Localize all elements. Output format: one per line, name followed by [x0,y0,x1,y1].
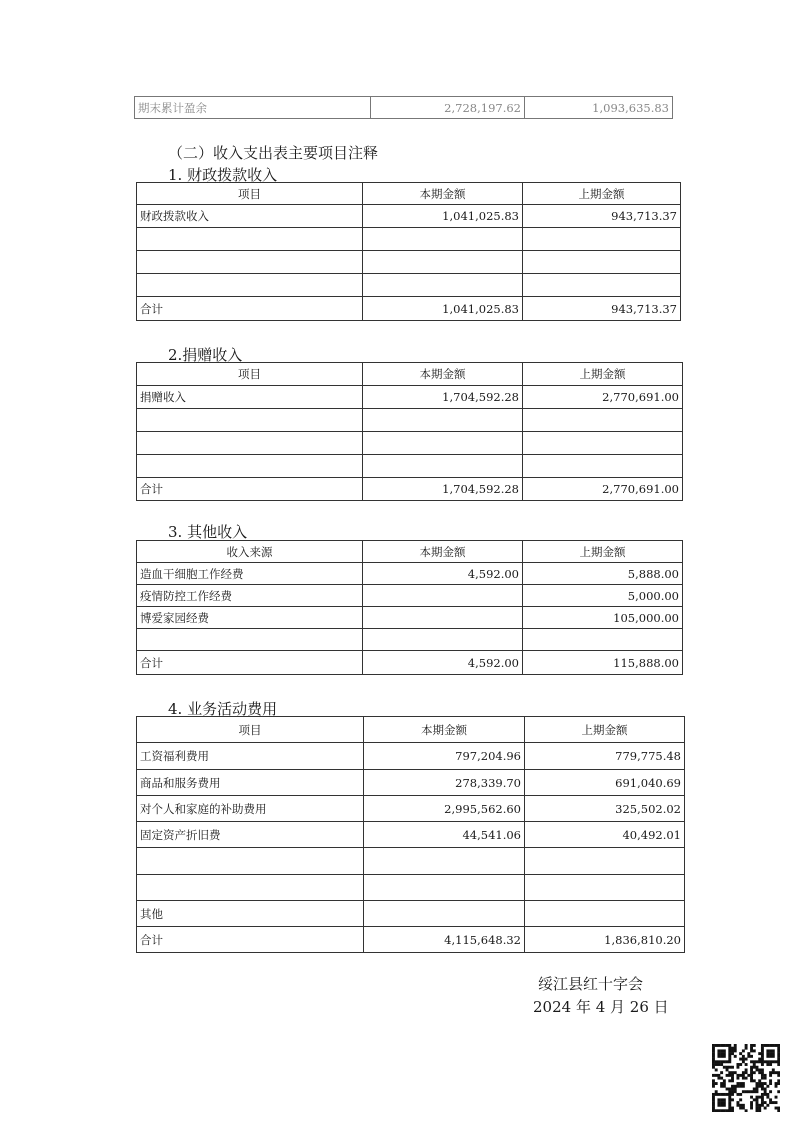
row-current: 278,339.70 [364,770,525,796]
table-row [137,770,685,796]
table-total-row [137,297,681,321]
row-label: 固定资产折旧费 [137,822,364,848]
table-4 [136,716,685,953]
row-prior: 5,000.00 [523,585,683,607]
row-label: 疫情防控工作经费 [137,585,363,607]
row-current: 1,704,592.28 [363,386,523,409]
row-current [363,455,523,478]
table-row [137,585,683,607]
row-label: 财政拨款收入 [137,205,363,228]
row-current [364,875,525,901]
table-header: 本期金额 [363,363,523,386]
table-row [137,901,685,927]
table-total-row [137,478,683,501]
row-current: 4,592.00 [363,651,523,675]
table-header: 项目 [137,363,363,386]
table-row [137,274,681,297]
row-current [363,607,523,629]
table-1 [136,182,681,321]
table-row [137,228,681,251]
table-row [137,205,681,228]
row-label [137,251,363,274]
row-prior [523,228,681,251]
table-header: 项目 [137,717,364,743]
table-header: 本期金额 [363,183,523,205]
table-3-title: 3. 其他收入 [168,523,248,541]
table-row [137,386,683,409]
row-prior [523,455,683,478]
row-current [363,409,523,432]
table-header: 上期金额 [525,717,685,743]
table-row [137,409,683,432]
top-row-prior: 1,093,635.83 [525,97,673,119]
section-title: （二）收入支出表主要项目注释 [168,144,379,162]
table-row [137,563,683,585]
row-prior: 325,502.02 [525,796,685,822]
row-current [363,251,523,274]
row-prior: 943,713.37 [523,205,681,228]
table-row [137,455,683,478]
signature-date: 2024 年 4 月 26 日 [533,998,669,1016]
table-header: 上期金额 [523,541,683,563]
table-header: 上期金额 [523,363,683,386]
table-row [137,607,683,629]
table-row [137,848,685,875]
row-current [363,228,523,251]
row-label: 对个人和家庭的补助费用 [137,796,364,822]
table-2 [136,362,683,501]
row-current: 797,204.96 [364,743,525,770]
table-2-title: 2.捐赠收入 [168,346,243,364]
table-header: 收入来源 [137,541,363,563]
row-prior [523,432,683,455]
row-current: 1,041,025.83 [363,205,523,228]
row-prior [525,875,685,901]
row-prior [525,901,685,927]
table-header: 上期金额 [523,183,681,205]
signature-org: 绥江县红十字会 [538,975,644,993]
table-row [137,251,681,274]
row-current [364,901,525,927]
row-label [137,875,364,901]
top-row-current: 2,728,197.62 [371,97,525,119]
row-current: 2,995,562.60 [364,796,525,822]
row-current: 1,041,025.83 [363,297,523,321]
top-balance-table [134,96,673,119]
row-label [137,274,363,297]
row-current [363,274,523,297]
row-label: 合计 [137,297,363,321]
row-label [137,432,363,455]
table-total-row [137,927,685,953]
row-label: 商品和服务费用 [137,770,364,796]
table-header: 本期金额 [363,541,523,563]
row-current: 4,592.00 [363,563,523,585]
row-current [363,585,523,607]
table-row [137,743,685,770]
row-current [363,432,523,455]
row-label [137,409,363,432]
row-prior: 115,888.00 [523,651,683,675]
row-current [363,629,523,651]
row-label: 其他 [137,901,364,927]
row-current: 1,704,592.28 [363,478,523,501]
row-label: 工资福利费用 [137,743,364,770]
row-prior [523,251,681,274]
row-current: 44,541.06 [364,822,525,848]
row-current: 4,115,648.32 [364,927,525,953]
row-current [364,848,525,875]
row-prior: 691,040.69 [525,770,685,796]
row-prior: 2,770,691.00 [523,386,683,409]
table-3 [136,540,683,675]
table-1-title: 1. 财政拨款收入 [168,166,278,184]
row-prior: 5,888.00 [523,563,683,585]
row-label [137,848,364,875]
table-row [137,822,685,848]
table-header: 本期金额 [364,717,525,743]
table-row [137,432,683,455]
row-prior [523,274,681,297]
row-prior: 2,770,691.00 [523,478,683,501]
row-prior: 105,000.00 [523,607,683,629]
row-prior: 779,775.48 [525,743,685,770]
row-prior [523,409,683,432]
row-label: 合计 [137,927,364,953]
row-prior: 40,492.01 [525,822,685,848]
row-label: 合计 [137,478,363,501]
row-label [137,455,363,478]
table-total-row [137,651,683,675]
table-4-title: 4. 业务活动费用 [168,700,278,718]
row-label: 合计 [137,651,363,675]
table-header: 项目 [137,183,363,205]
row-label: 博爱家园经费 [137,607,363,629]
qr-code-icon [712,1044,780,1112]
table-row [137,796,685,822]
table-row [137,629,683,651]
row-prior: 1,836,810.20 [525,927,685,953]
table-row [137,875,685,901]
row-prior: 943,713.37 [523,297,681,321]
row-label: 捐赠收入 [137,386,363,409]
row-label [137,629,363,651]
top-row-label: 期末累计盈余 [135,97,371,119]
row-prior [523,629,683,651]
row-label [137,228,363,251]
row-prior [525,848,685,875]
row-label: 造血干细胞工作经费 [137,563,363,585]
